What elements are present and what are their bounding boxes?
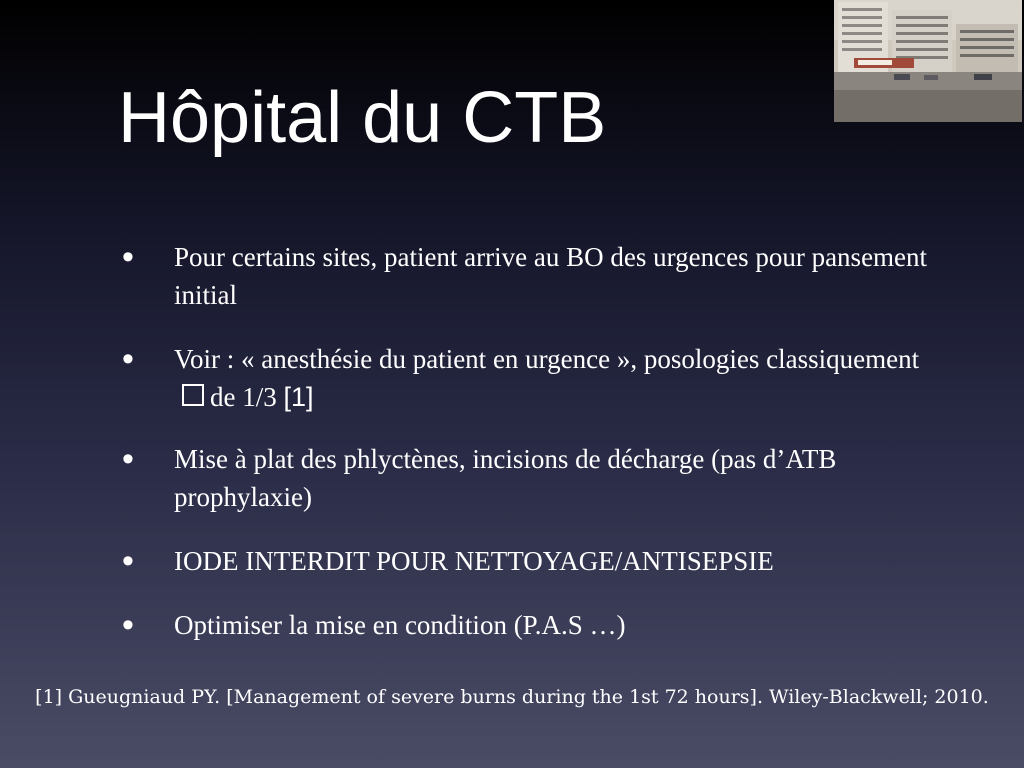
bullet-marker: •	[122, 238, 134, 276]
bullet-text: Mise à plat des phlyctènes, incisions de décharge (pas d’ATB prophylaxie)	[174, 444, 837, 512]
bullet-text: IODE INTERDIT POUR NETTOYAGE/ANTISEPSIE	[174, 546, 774, 576]
bullet-text: Voir : « anesthésie du patient en urgence », posologies classiquement	[174, 344, 920, 374]
bullet-item	[122, 606, 942, 644]
bullet-item	[122, 542, 942, 580]
bullet-marker: •	[122, 340, 134, 378]
bullet-text-continued: de 1/3	[210, 382, 277, 412]
bullet-list	[122, 238, 942, 644]
missing-glyph-icon	[182, 384, 204, 406]
bullet-marker: •	[122, 440, 134, 478]
bullet-text: Optimiser la mise en condition (P.A.S …)	[174, 610, 626, 640]
hospital-building-photo	[834, 0, 1022, 122]
bullet-item	[122, 440, 942, 516]
bullet-marker: •	[122, 606, 134, 644]
footnote-reference: [1] Gueugniaud PY. [Management of severe burns during the 1st 72 hours]. Wiley-Blackwell; 2010.	[35, 686, 989, 708]
bullet-item	[122, 238, 942, 314]
bullet-marker: •	[122, 542, 134, 580]
reference-marker: [1]	[283, 382, 314, 412]
slide-title: Hôpital du CTB	[118, 78, 607, 158]
bullet-text: Pour certains sites, patient arrive au BO des urgences pour pansement initial	[174, 242, 928, 310]
bullet-item	[122, 340, 942, 416]
